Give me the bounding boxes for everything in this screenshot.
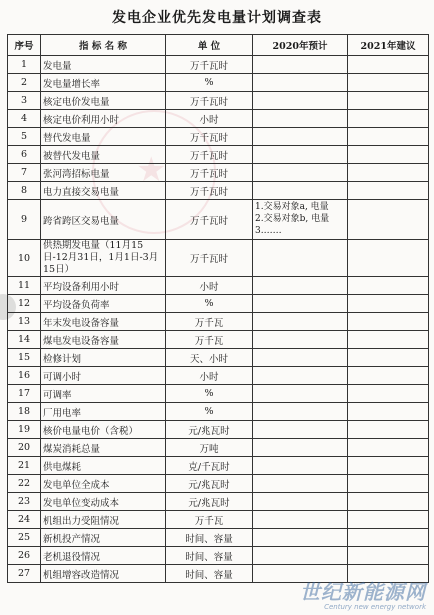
- row-unit: 万千瓦时: [166, 146, 253, 164]
- table-row: [8, 385, 429, 403]
- row-seq: 22: [8, 475, 41, 493]
- row-plan-2020: [253, 349, 348, 367]
- row-name: 跨省跨区交易电量: [41, 200, 166, 240]
- table-row: [8, 92, 429, 110]
- row-plan-2021: [348, 385, 429, 403]
- table-row: [8, 511, 429, 529]
- row-seq: 10: [8, 240, 41, 277]
- row-plan-2020: [253, 56, 348, 74]
- row-plan-2021: [348, 74, 429, 92]
- row-name: 机组出力受阻情况: [41, 511, 166, 529]
- row-name: 煤电发电设备容量: [41, 331, 166, 349]
- row-plan-2020: [253, 367, 348, 385]
- row-seq: 3: [8, 92, 41, 110]
- header-seq: 序号: [8, 35, 41, 56]
- row-name: 可调率: [41, 385, 166, 403]
- row-name: 替代发电量: [41, 128, 166, 146]
- row-plan-2020: [253, 295, 348, 313]
- table-row: [8, 421, 429, 439]
- row-plan-2021: [348, 128, 429, 146]
- row-seq: 5: [8, 128, 41, 146]
- table-row: [8, 56, 429, 74]
- row-seq: 20: [8, 439, 41, 457]
- row-unit: %: [166, 403, 253, 421]
- row-plan-2021: [348, 457, 429, 475]
- row-seq: 25: [8, 529, 41, 547]
- table-row: [8, 128, 429, 146]
- header-unit: 单 位: [166, 35, 253, 56]
- header-name: 指 标 名 称: [41, 35, 166, 56]
- row-unit: 万千瓦时: [166, 182, 253, 200]
- row-plan-2020: [253, 403, 348, 421]
- row-plan-2020: [253, 457, 348, 475]
- table-row: [8, 313, 429, 331]
- row-name: 检修计划: [41, 349, 166, 367]
- plan-line: 3.……: [255, 226, 282, 236]
- row-seq: 11: [8, 277, 41, 295]
- table-row: [8, 349, 429, 367]
- header-2021: 2021年建议: [348, 35, 429, 56]
- row-plan-2021: [348, 182, 429, 200]
- row-plan-2020: [253, 511, 348, 529]
- table-row: [8, 493, 429, 511]
- row-unit: 小时: [166, 110, 253, 128]
- row-unit: 万千瓦: [166, 331, 253, 349]
- row-unit: 小时: [166, 277, 253, 295]
- row-plan-2021: [348, 200, 429, 240]
- row-plan-2021: [348, 295, 429, 313]
- row-name: 发电单位变动成本: [41, 493, 166, 511]
- row-seq: 27: [8, 565, 41, 583]
- row-plan-2020: [253, 128, 348, 146]
- row-plan-2020: [253, 475, 348, 493]
- row-unit: 万千瓦时: [166, 56, 253, 74]
- row-plan-2020: [253, 240, 348, 277]
- row-seq: 15: [8, 349, 41, 367]
- row-seq: 6: [8, 146, 41, 164]
- row-unit: %: [166, 385, 253, 403]
- table-row: [8, 457, 429, 475]
- row-seq: 16: [8, 367, 41, 385]
- table-row: [8, 240, 429, 277]
- row-unit: 万千瓦: [166, 511, 253, 529]
- row-plan-2021: [348, 331, 429, 349]
- table-row: [8, 277, 429, 295]
- row-plan-2021: [348, 313, 429, 331]
- row-unit: 万千瓦: [166, 313, 253, 331]
- table-body: [8, 56, 429, 583]
- row-plan-2020: [253, 439, 348, 457]
- row-name: 平均设备利用小时: [41, 277, 166, 295]
- table-row: [8, 182, 429, 200]
- row-seq: 23: [8, 493, 41, 511]
- row-seq: 7: [8, 164, 41, 182]
- seal-star-icon: ★: [136, 150, 167, 190]
- row-name: 供热期发电量（11月15日-12月31日，1月1日-3月15日）: [41, 240, 166, 277]
- row-name: 年末发电设备容量: [41, 313, 166, 331]
- row-plan-2021: [348, 56, 429, 74]
- row-plan-2021: [348, 240, 429, 277]
- row-name: 发电量: [41, 56, 166, 74]
- row-unit: 元/兆瓦时: [166, 493, 253, 511]
- row-seq: 19: [8, 421, 41, 439]
- row-seq: 18: [8, 403, 41, 421]
- table-row: [8, 547, 429, 565]
- row-seq: 12: [8, 295, 41, 313]
- row-name: 老机退役情况: [41, 547, 166, 565]
- row-name: 可调小时: [41, 367, 166, 385]
- row-name: 厂用电率: [41, 403, 166, 421]
- row-unit: 克/千瓦时: [166, 457, 253, 475]
- row-plan-2020: [253, 74, 348, 92]
- row-name: 煤炭消耗总量: [41, 439, 166, 457]
- table-row: [8, 146, 429, 164]
- survey-table: [7, 34, 429, 583]
- row-plan-2020: [253, 277, 348, 295]
- row-name: 核价电量电价（含税）: [41, 421, 166, 439]
- table-row: [8, 295, 429, 313]
- row9-plan-2020: [253, 200, 348, 240]
- row-plan-2020: [253, 313, 348, 331]
- row-name: 新机投产情况: [41, 529, 166, 547]
- row-name: 发电单位全成本: [41, 475, 166, 493]
- row-plan-2021: [348, 547, 429, 565]
- row-seq: 24: [8, 511, 41, 529]
- page-title: 发电企业优先发电量计划调查表: [112, 10, 322, 26]
- row-plan-2020: [253, 110, 348, 128]
- table-row: [8, 403, 429, 421]
- row-plan-2020: [253, 565, 348, 583]
- row-unit: 小时: [166, 367, 253, 385]
- row-plan-2020: [253, 547, 348, 565]
- row-name: 被替代发电量: [41, 146, 166, 164]
- table-row: [8, 565, 429, 583]
- row-name: 核定电价发电量: [41, 92, 166, 110]
- plan-line: 1.交易对象a, 电量: [255, 202, 329, 212]
- row-plan-2021: [348, 110, 429, 128]
- row-seq: 17: [8, 385, 41, 403]
- row-seq: 2: [8, 74, 41, 92]
- row-plan-2020: [253, 331, 348, 349]
- row-seq: 26: [8, 547, 41, 565]
- row-plan-2020: [253, 92, 348, 110]
- row-seq: 4: [8, 110, 41, 128]
- row-plan-2020: [253, 421, 348, 439]
- row-name: 张河湾招标电量: [41, 164, 166, 182]
- table-row: [8, 529, 429, 547]
- row-name: 发电量增长率: [41, 74, 166, 92]
- row-plan-2020: [253, 182, 348, 200]
- row-seq: 13: [8, 313, 41, 331]
- row-plan-2021: [348, 493, 429, 511]
- row-plan-2020: [253, 529, 348, 547]
- row-unit: %: [166, 74, 253, 92]
- row-plan-2020: [253, 493, 348, 511]
- row-unit: 元/兆瓦时: [166, 475, 253, 493]
- row-unit: 万千瓦时: [166, 240, 253, 277]
- table-row: [8, 331, 429, 349]
- watermark-cn: 世纪新能源网: [300, 580, 426, 604]
- row-unit: 时间、容量: [166, 547, 253, 565]
- row-unit: 万千瓦时: [166, 128, 253, 146]
- row-name: 机组增容改造情况: [41, 565, 166, 583]
- row-plan-2020: [253, 146, 348, 164]
- table-row: [8, 200, 429, 240]
- row-plan-2021: [348, 565, 429, 583]
- row-unit: %: [166, 295, 253, 313]
- row-seq: 9: [8, 200, 41, 240]
- plan-line: 2.交易对象b, 电量: [255, 214, 330, 224]
- row-plan-2021: [348, 475, 429, 493]
- row-plan-2021: [348, 439, 429, 457]
- row-name: 供电煤耗: [41, 457, 166, 475]
- row-name: 核定电价利用小时: [41, 110, 166, 128]
- row-plan-2021: [348, 367, 429, 385]
- row-unit: 时间、容量: [166, 529, 253, 547]
- row-seq: 1: [8, 56, 41, 74]
- row-unit: 万吨: [166, 439, 253, 457]
- row-plan-2021: [348, 164, 429, 182]
- row-unit: 万千瓦时: [166, 164, 253, 182]
- row-unit: 万千瓦时: [166, 200, 253, 240]
- row-plan-2021: [348, 421, 429, 439]
- row-unit: 万千瓦时: [166, 92, 253, 110]
- row-plan-2021: [348, 92, 429, 110]
- row-plan-2020: [253, 164, 348, 182]
- row-name: 平均设备负荷率: [41, 295, 166, 313]
- row-seq: 21: [8, 457, 41, 475]
- watermark-en: Century new energy network: [324, 603, 426, 611]
- table-row: [8, 367, 429, 385]
- table-header-row: [8, 35, 429, 56]
- row-seq: 14: [8, 331, 41, 349]
- table-row: [8, 74, 429, 92]
- row-unit: 天、小时: [166, 349, 253, 367]
- table-row: [8, 164, 429, 182]
- table-row: [8, 110, 429, 128]
- row-plan-2020: [253, 385, 348, 403]
- row-plan-2021: [348, 511, 429, 529]
- table-row: [8, 475, 429, 493]
- row-plan-2021: [348, 146, 429, 164]
- row-plan-2021: [348, 277, 429, 295]
- row-unit: 元/兆瓦时: [166, 421, 253, 439]
- row-plan-2021: [348, 529, 429, 547]
- row-plan-2021: [348, 403, 429, 421]
- header-2020: 2020年预计: [253, 35, 348, 56]
- row-unit: 时间、容量: [166, 565, 253, 583]
- table-row: [8, 439, 429, 457]
- row-seq: 8: [8, 182, 41, 200]
- row-plan-2021: [348, 349, 429, 367]
- row-name: 电力直接交易电量: [41, 182, 166, 200]
